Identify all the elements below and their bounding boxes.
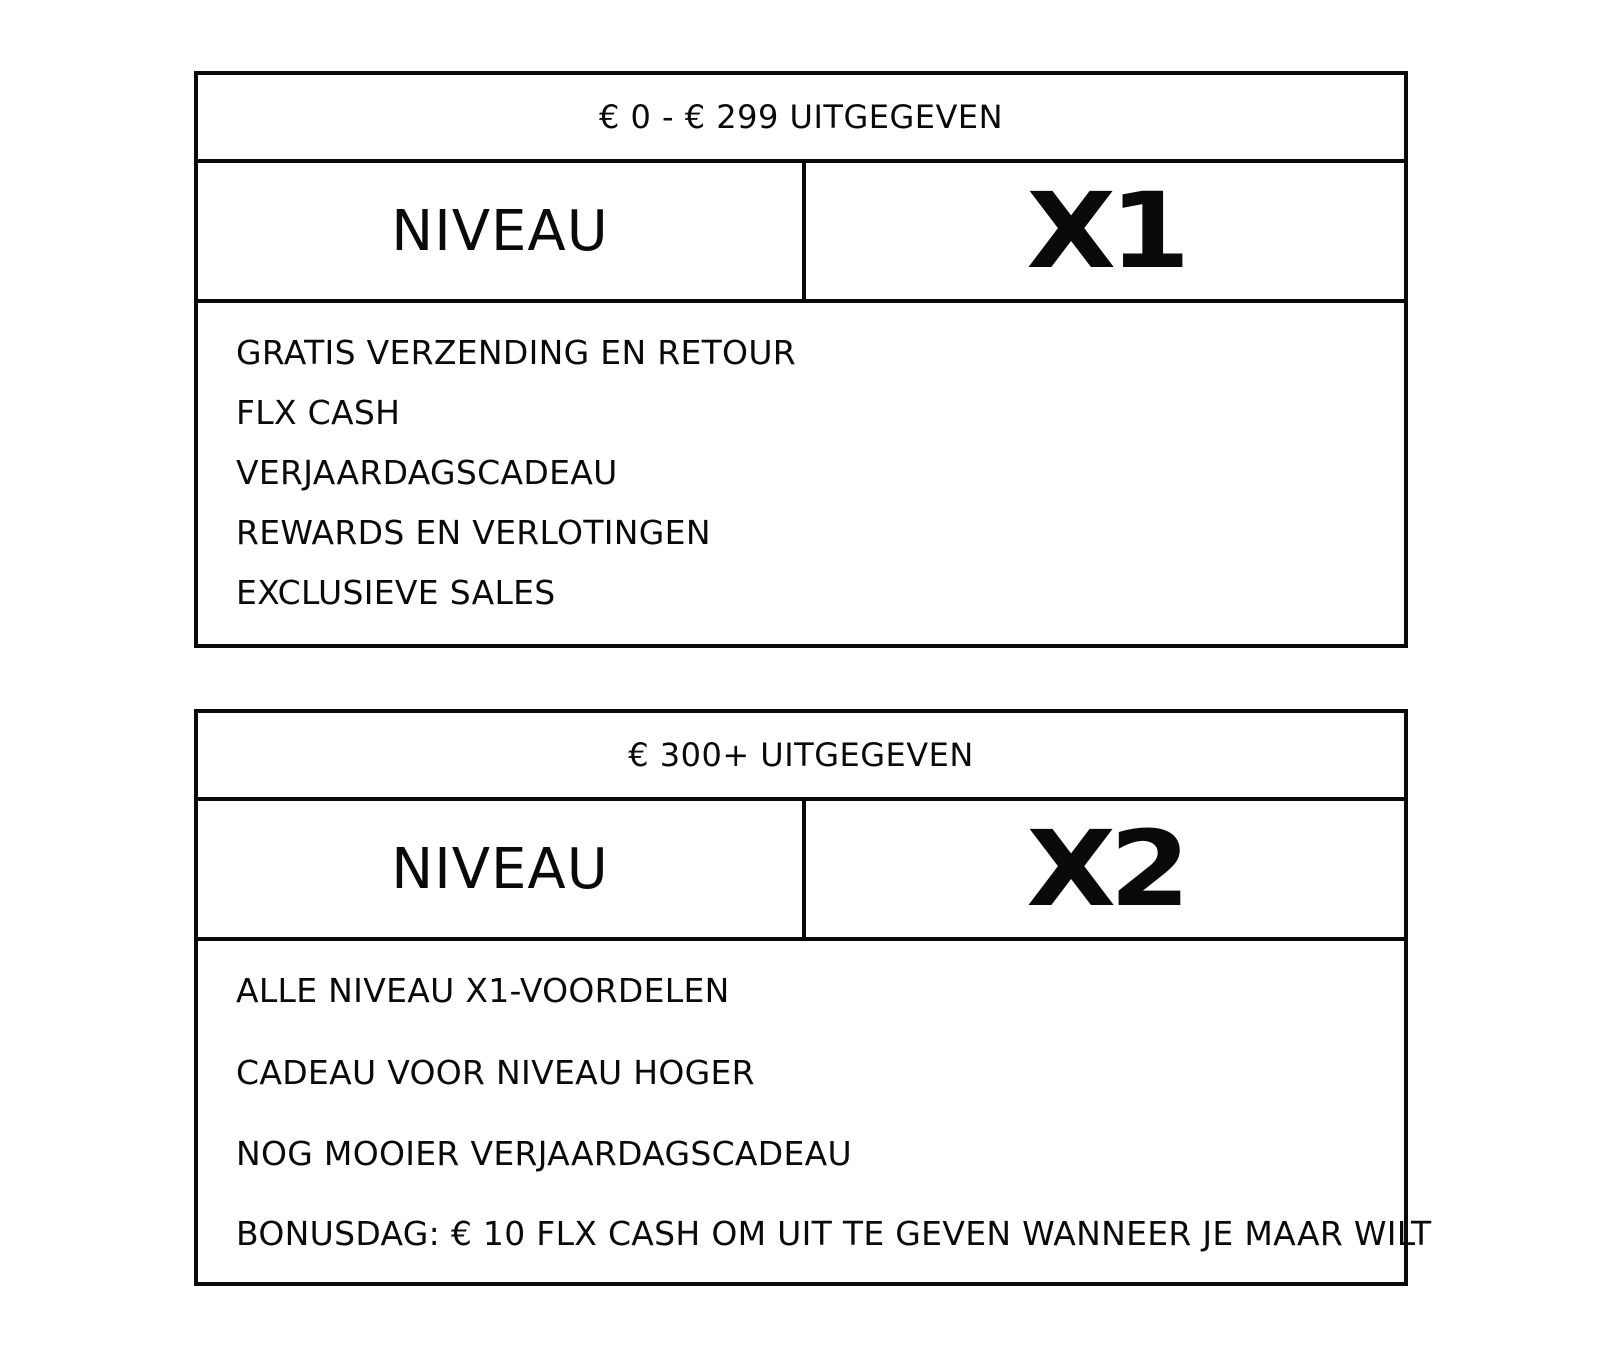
benefit-item: FLX CASH — [236, 393, 401, 432]
benefit-item: NOG MOOIER VERJAARDAGSCADEAU — [236, 1134, 852, 1173]
benefit-item: ALLE NIVEAU X1-VOORDELEN — [236, 971, 730, 1010]
level-label: NIVEAU — [198, 163, 806, 299]
level-code: X1 — [1026, 170, 1184, 292]
benefit-list — [198, 303, 1404, 644]
tier-level-row — [198, 163, 1404, 303]
benefit-item: REWARDS EN VERLOTINGEN — [236, 513, 711, 552]
level-code: X2 — [1026, 808, 1184, 930]
tier-level-row — [198, 801, 1404, 941]
tier-spend-range: € 300+ UITGEGEVEN — [198, 713, 1404, 801]
level-label: NIVEAU — [198, 801, 806, 937]
tier-spend-range: € 0 - € 299 UITGEGEVEN — [198, 75, 1404, 163]
benefit-item: BONUSDAG: € 10 FLX CASH OM UIT TE GEVEN WANNEER JE MAAR WILT — [236, 1214, 1432, 1253]
benefit-item: CADEAU VOOR NIVEAU HOGER — [236, 1053, 755, 1092]
benefit-item: VERJAARDAGSCADEAU — [236, 453, 618, 492]
tier-card-x2 — [194, 709, 1432, 1286]
benefit-list — [198, 941, 1432, 1282]
tier-card-x1 — [194, 71, 1408, 648]
benefit-item: EXCLUSIEVE SALES — [236, 573, 556, 612]
benefit-item: GRATIS VERZENDING EN RETOUR — [236, 333, 797, 372]
